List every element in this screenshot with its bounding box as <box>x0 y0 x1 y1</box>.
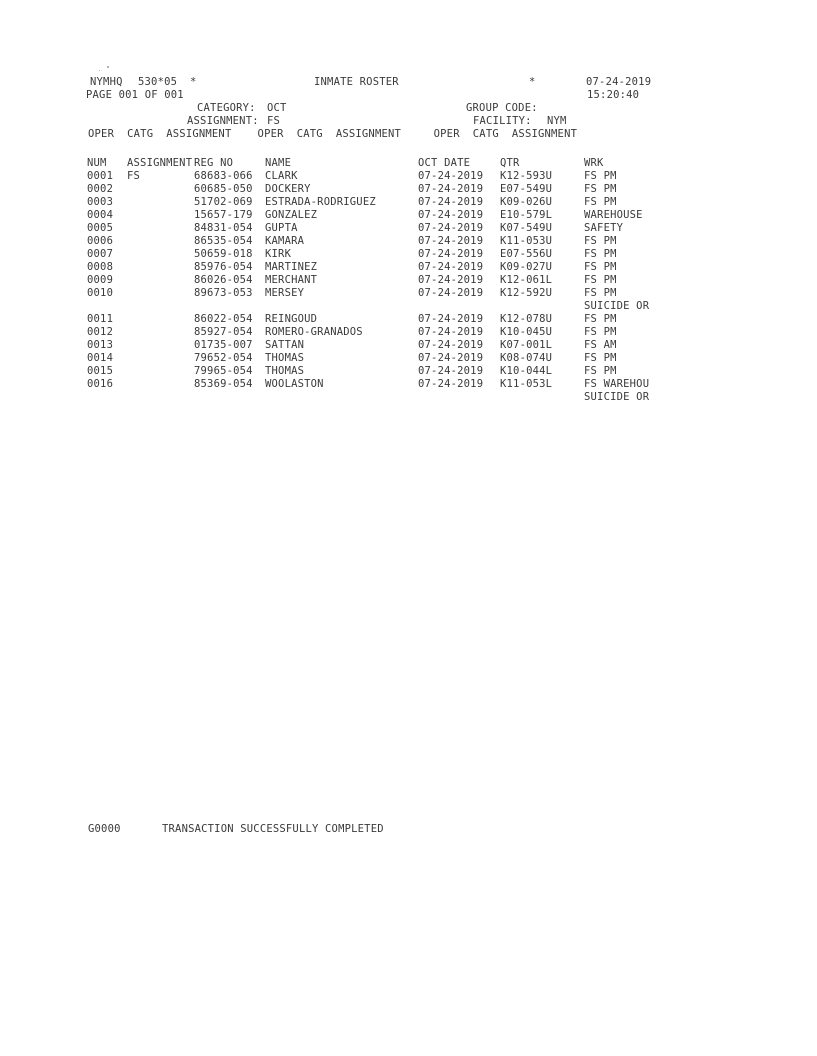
cell-oct-date: 07-24-2019 <box>418 261 484 273</box>
cell-reg-no: 85927-054 <box>194 326 253 338</box>
cell-oct-date: 07-24-2019 <box>418 274 484 286</box>
scan-speck <box>99 70 100 71</box>
cell-wrk: FS AM <box>584 339 617 351</box>
cell-qtr: K11-053L <box>500 378 553 390</box>
table-header <box>87 157 604 170</box>
cell-name: KAMARA <box>265 235 305 247</box>
cell-name: CLARK <box>265 170 298 182</box>
cell-reg-no: 68683-066 <box>194 170 253 182</box>
cell-oct-date: 07-24-2019 <box>418 313 484 325</box>
group-code-label: GROUP CODE: <box>466 102 538 114</box>
cell-num: 0008 <box>87 261 114 273</box>
assignment-label: ASSIGNMENT: <box>187 115 259 127</box>
cell-wrk: FS WAREHOU <box>584 378 650 390</box>
cell-num: 0006 <box>87 235 114 247</box>
col-assignment: ASSIGNMENT <box>127 157 193 169</box>
cell-num: 0011 <box>87 313 114 325</box>
cell-num: 0005 <box>87 222 114 234</box>
col-reg-no: REG NO <box>194 157 234 169</box>
cell-wrk: FS PM <box>584 235 617 247</box>
cell-name: DOCKERY <box>265 183 311 195</box>
cell-name: ROMERO-GRANADOS <box>265 326 363 338</box>
cell-name: THOMAS <box>265 352 305 364</box>
cell-name: MERSEY <box>265 287 305 299</box>
cell-reg-no: 50659-018 <box>194 248 253 260</box>
col-name: NAME <box>265 157 292 169</box>
cell-qtr: E10-579L <box>500 209 553 221</box>
cell-wrk-continued: SUICIDE OR <box>584 300 650 312</box>
status-code: G0000 <box>88 823 121 835</box>
facility-label: FACILITY: <box>473 115 532 127</box>
cell-reg-no: 60685-050 <box>194 183 253 195</box>
cell-wrk: FS PM <box>584 183 617 195</box>
cell-num: 0010 <box>87 287 114 299</box>
col-num: NUM <box>87 157 107 169</box>
cell-reg-no: 79652-054 <box>194 352 253 364</box>
report-title: INMATE ROSTER <box>314 76 399 88</box>
cell-name: KIRK <box>265 248 292 260</box>
cell-name: MERCHANT <box>265 274 318 286</box>
cell-reg-no: 86022-054 <box>194 313 253 325</box>
cell-wrk: FS PM <box>584 352 617 364</box>
cell-name: REINGOUD <box>265 313 318 325</box>
cell-reg-no: 85369-054 <box>194 378 253 390</box>
cell-name: GONZALEZ <box>265 209 318 221</box>
oper-header-line: OPER CATG ASSIGNMENT OPER CATG ASSIGNMENT OPER CATG ASSIGNMENT <box>88 128 578 140</box>
cell-oct-date: 07-24-2019 <box>418 248 484 260</box>
cell-wrk: FS PM <box>584 326 617 338</box>
cell-qtr: K07-001L <box>500 339 553 351</box>
cell-qtr: K10-045U <box>500 326 553 338</box>
col-qtr: QTR <box>500 157 520 169</box>
cell-oct-date: 07-24-2019 <box>418 170 484 182</box>
cell-assignment: FS <box>127 170 141 182</box>
cell-num: 0004 <box>87 209 114 221</box>
cell-num: 0009 <box>87 274 114 286</box>
cell-name: ESTRADA-RODRIGUEZ <box>265 196 376 208</box>
star-left: * <box>190 76 197 88</box>
cell-qtr: K11-053U <box>500 235 553 247</box>
cell-num: 0013 <box>87 339 114 351</box>
cell-num: 0014 <box>87 352 114 364</box>
scan-speck <box>107 66 109 68</box>
cell-wrk: FS PM <box>584 365 617 377</box>
category-label: CATEGORY: <box>197 102 256 114</box>
cell-wrk: FS PM <box>584 196 617 208</box>
report-code: 530*05 <box>138 76 178 88</box>
cell-qtr: E07-549U <box>500 183 553 195</box>
assignment-value: FS <box>267 115 281 127</box>
report-time: 15:20:40 <box>587 89 640 101</box>
cell-oct-date: 07-24-2019 <box>418 287 484 299</box>
cell-qtr: K08-074U <box>500 352 553 364</box>
cell-wrk-continued: SUICIDE OR <box>584 391 650 403</box>
cell-qtr: K12-592U <box>500 287 553 299</box>
cell-oct-date: 07-24-2019 <box>418 222 484 234</box>
cell-oct-date: 07-24-2019 <box>418 378 484 390</box>
cell-reg-no: 89673-053 <box>194 287 253 299</box>
page-number: PAGE 001 OF 001 <box>86 89 184 101</box>
cell-qtr: K10-044L <box>500 365 553 377</box>
star-right: * <box>529 76 536 88</box>
col-oct-date: OCT DATE <box>418 157 471 169</box>
facility-value: NYM <box>547 115 567 127</box>
cell-wrk: FS PM <box>584 170 617 182</box>
col-wrk: WRK <box>584 157 604 169</box>
cell-oct-date: 07-24-2019 <box>418 365 484 377</box>
cell-oct-date: 07-24-2019 <box>418 196 484 208</box>
cell-wrk: FS PM <box>584 274 617 286</box>
cell-wrk: SAFETY <box>584 222 624 234</box>
cell-oct-date: 07-24-2019 <box>418 183 484 195</box>
cell-wrk: FS PM <box>584 248 617 260</box>
cell-reg-no: 86535-054 <box>194 235 253 247</box>
cell-wrk: FS PM <box>584 313 617 325</box>
cell-qtr: K07-549U <box>500 222 553 234</box>
cell-wrk: FS PM <box>584 287 617 299</box>
cell-reg-no: 86026-054 <box>194 274 253 286</box>
cell-num: 0015 <box>87 365 114 377</box>
cell-oct-date: 07-24-2019 <box>418 326 484 338</box>
cell-name: GUPTA <box>265 222 298 234</box>
cell-reg-no: 79965-054 <box>194 365 253 377</box>
cell-oct-date: 07-24-2019 <box>418 209 484 221</box>
cell-name: SATTAN <box>265 339 305 351</box>
cell-reg-no: 51702-069 <box>194 196 253 208</box>
cell-wrk: WAREHOUSE <box>584 209 643 221</box>
cell-num: 0003 <box>87 196 114 208</box>
category-value: OCT <box>267 102 287 114</box>
cell-num: 0002 <box>87 183 114 195</box>
cell-qtr: K09-026U <box>500 196 553 208</box>
status-message: TRANSACTION SUCCESSFULLY COMPLETED <box>162 823 384 835</box>
system-code: NYMHQ <box>90 76 123 88</box>
cell-num: 0016 <box>87 378 114 390</box>
cell-qtr: K12-078U <box>500 313 553 325</box>
cell-name: WOOLASTON <box>265 378 324 390</box>
cell-reg-no: 15657-179 <box>194 209 253 221</box>
cell-num: 0007 <box>87 248 114 260</box>
cell-name: THOMAS <box>265 365 305 377</box>
cell-oct-date: 07-24-2019 <box>418 352 484 364</box>
cell-qtr: K12-593U <box>500 170 553 182</box>
cell-qtr: K12-061L <box>500 274 553 286</box>
cell-qtr: E07-556U <box>500 248 553 260</box>
cell-num: 0012 <box>87 326 114 338</box>
cell-qtr: K09-027U <box>500 261 553 273</box>
cell-reg-no: 85976-054 <box>194 261 253 273</box>
cell-oct-date: 07-24-2019 <box>418 235 484 247</box>
report-date: 07-24-2019 <box>586 76 652 88</box>
cell-name: MARTINEZ <box>265 261 318 273</box>
cell-reg-no: 84831-054 <box>194 222 253 234</box>
cell-num: 0001 <box>87 170 114 182</box>
cell-reg-no: 01735-007 <box>194 339 253 351</box>
cell-wrk: FS PM <box>584 261 617 273</box>
cell-oct-date: 07-24-2019 <box>418 339 484 351</box>
